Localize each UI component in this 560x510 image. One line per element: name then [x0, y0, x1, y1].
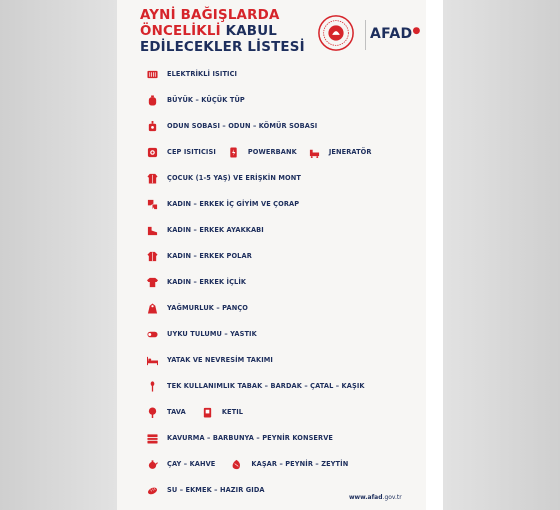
gas-cylinder-icon — [147, 95, 158, 106]
food-icon — [231, 459, 242, 470]
list-item: TAVA — [147, 407, 186, 418]
bed-icon — [147, 355, 158, 366]
sweater-icon — [147, 277, 158, 288]
list-item: ÇAY – KAHVE — [147, 459, 215, 470]
raincoat-icon — [147, 303, 158, 314]
list-item: JENERATÖR — [309, 147, 372, 158]
list-item: UYKU TULUMU – YASTIK — [147, 326, 257, 342]
fleece-icon — [147, 251, 158, 262]
teapot-icon — [147, 459, 158, 470]
list-item: KAVURMA – BARBUNYA – PEYNİR KONSERVE — [147, 430, 333, 446]
list-item: SU – EKMEK – HAZIR GIDA — [147, 482, 265, 498]
afad-logo: AFAD● — [370, 26, 421, 42]
bread-icon — [147, 485, 158, 496]
list-item: KADIN – ERKEK AYAKKABI — [147, 222, 264, 238]
list-item: TEK KULLANIMLIK TABAK – BARDAK – ÇATAL – KAŞIK — [147, 378, 365, 394]
background-right — [443, 0, 560, 510]
pan-icon — [147, 407, 158, 418]
list-item — [147, 404, 255, 420]
list-item: ELEKTRİKLİ ISITICI — [147, 66, 237, 82]
list-item: YATAK VE NEVRESİM TAKIMI — [147, 352, 273, 368]
canned-food-icon — [147, 433, 158, 444]
sleeping-bag-icon — [147, 329, 158, 340]
list-item: KADIN – ERKEK İÇ GİYİM VE ÇORAP — [147, 196, 299, 212]
list-item: ODUN SOBASI – ODUN – KÖMÜR SOBASI — [147, 118, 317, 134]
title-line-3: EDİLECEKLER LİSTESİ — [140, 40, 305, 55]
heater-icon — [147, 69, 158, 80]
poster-header — [140, 8, 421, 60]
cutlery-icon — [147, 381, 158, 392]
shoe-icon — [147, 225, 158, 236]
generator-icon — [309, 147, 320, 158]
poster-title — [140, 8, 310, 56]
stove-icon — [147, 121, 158, 132]
list-item: YAĞMURLUK – PANÇO — [147, 300, 248, 316]
coat-icon — [147, 173, 158, 184]
powerbank-icon — [228, 147, 239, 158]
title-line-2: ÖNCELİKLİ KABUL — [140, 24, 278, 39]
list-item — [147, 144, 384, 160]
list-item: KADIN – ERKEK POLAR — [147, 248, 252, 264]
list-item: KAŞAR – PEYNİR – ZEYTİN — [231, 459, 348, 470]
donation-poster — [117, 0, 426, 510]
list-item: POWERBANK — [228, 147, 297, 158]
list-item: KETIL — [202, 407, 243, 418]
list-item: BÜYÜK – KÜÇÜK TÜP — [147, 92, 245, 108]
website-url: www.afad.gov.tr — [349, 494, 402, 501]
list-item: CEP ISITICISI — [147, 147, 216, 158]
pocket-heater-icon — [147, 147, 158, 158]
header-divider — [365, 20, 366, 50]
ministry-seal-icon — [317, 14, 355, 52]
background-left — [0, 0, 117, 510]
list-item: ÇOCUK (1-5 YAŞ) VE ERİŞKİN MONT — [147, 170, 301, 186]
list-item: KADIN – ERKEK İÇLİK — [147, 274, 246, 290]
underwear-icon — [147, 199, 158, 210]
kettle-icon — [202, 407, 213, 418]
list-item — [147, 456, 360, 472]
title-line-1: AYNİ BAĞIŞLARDA — [140, 8, 280, 23]
